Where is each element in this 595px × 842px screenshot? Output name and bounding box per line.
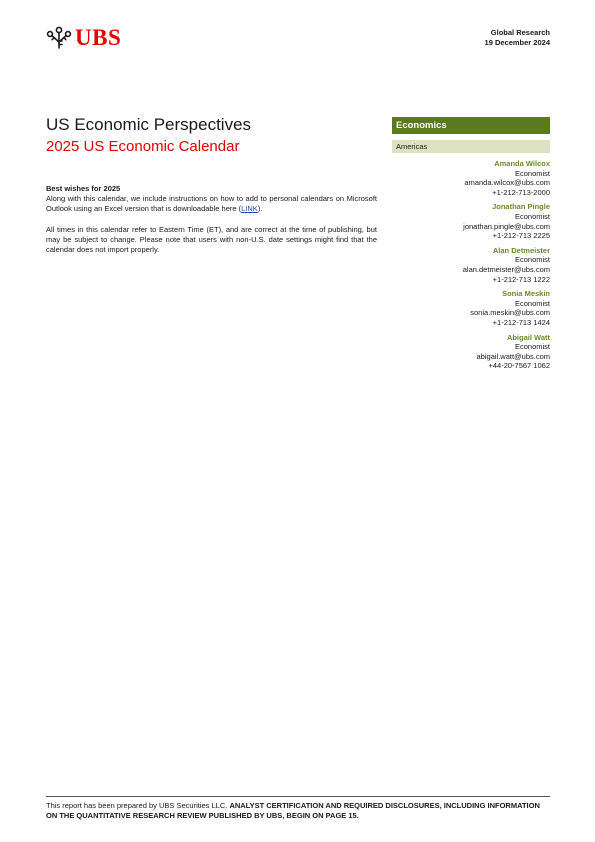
analyst-phone: +1-212-713-2000 [492,187,550,197]
analyst-email[interactable]: sonia.meskin@ubs.com [470,308,550,318]
analyst-phone: +1-212-713 1424 [492,317,550,327]
sidebar [392,117,550,376]
analyst-email[interactable]: alan.detmeister@ubs.com [462,264,550,274]
analyst-email[interactable]: amanda.wilcox@ubs.com [464,178,550,188]
sidebar-region: Americas [392,140,550,153]
analyst-entry [392,289,550,327]
main-content [46,184,377,255]
analyst-name: Alan Detmeister [492,245,550,255]
report-date: 19 December 2024 [484,38,550,47]
analyst-email[interactable]: jonathan.pingle@ubs.com [463,221,550,231]
analyst-role: Economist [514,211,550,221]
analyst-phone: +1-212-713 1222 [492,274,550,284]
intro-text: Along with this calendar, we include instructions on how to add to personal calendars on Microsoft Outlook using an Excel version that is downloadable here ( [46,194,377,213]
department-label: Global Research [490,28,550,37]
ubs-logo [46,25,121,51]
report-title: US Economic Perspectives [46,115,252,134]
analyst-name: Sonia Meskin [502,289,550,299]
analyst-role: Economist [514,255,550,265]
analyst-phone: +44-20-7567 1062 [488,361,550,371]
analyst-email[interactable]: abigail.watt@ubs.com [476,351,550,361]
time-note-paragraph: All times in this calendar refer to Eastern Time (ET), and are correct at the time of publishing, but may be subject to change. Please note that users with non-U.S. date settings might find that the calendar does not import properly. [46,225,377,254]
analyst-list [392,159,550,371]
analyst-entry [392,202,550,240]
ubs-keys-icon [46,26,72,50]
logo-text: UBS [75,25,122,50]
intro-paragraph [46,194,377,214]
footer-disclosure-bold: ANALYST CERTIFICATION AND REQUIRED DISCLOSURES, INCLUDING INFORMATION ON THE QUANTITATIVE RESEARCH REVIEW PUBLISHED BY UBS, BEGIN ON PAGE 15. [46,801,540,820]
analyst-name: Abigail Watt [506,332,550,342]
analyst-name: Amanda Wilcox [494,159,550,168]
analyst-name: Jonathan Pingle [492,202,550,212]
analyst-entry [392,333,550,371]
footer-text: This report has been prepared by UBS Securities LLC. [46,801,230,810]
analyst-role: Economist [514,298,550,308]
analyst-entry [392,159,550,197]
analyst-entry [392,246,550,284]
section-heading: Best wishes for 2025 [46,184,121,193]
report-header-info [485,28,550,48]
disclosure-footer [46,796,550,821]
analyst-role: Economist [514,168,550,178]
report-subtitle: 2025 US Economic Calendar [46,138,240,155]
analyst-role: Economist [514,342,550,352]
sidebar-section-title: Economics [392,117,550,134]
intro-text-end: ). [257,204,263,213]
download-link[interactable]: LINK [241,204,258,213]
analyst-phone: +1-212-713 2225 [492,231,550,241]
